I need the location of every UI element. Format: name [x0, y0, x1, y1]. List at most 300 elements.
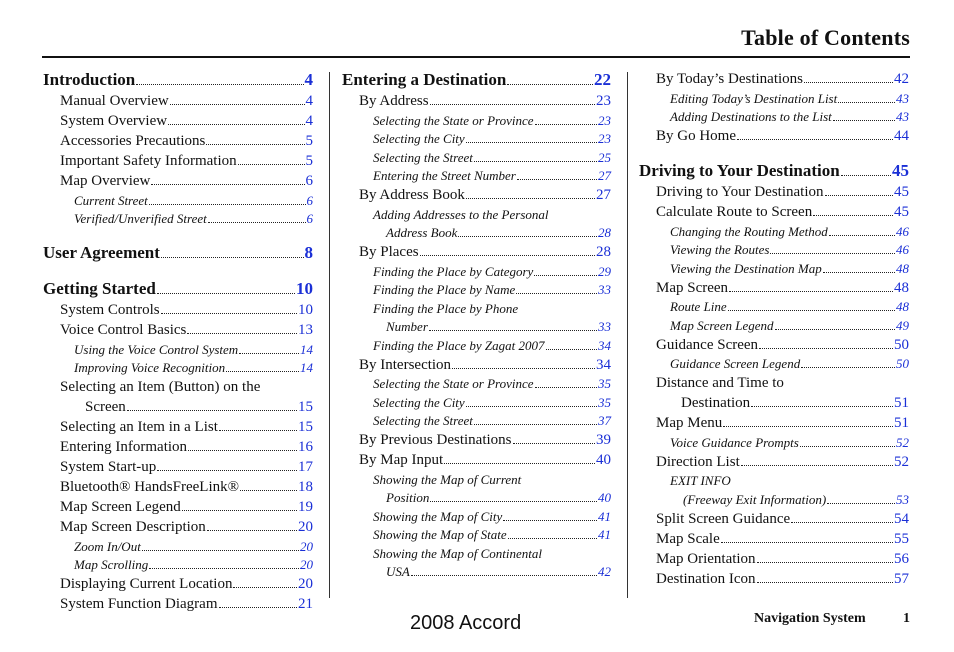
- toc-entry[interactable]: [639, 181, 909, 201]
- dot-leader: [741, 465, 893, 466]
- toc-page-link[interactable]: 14: [300, 341, 313, 357]
- toc-entry-label: Map Screen Legend: [670, 317, 774, 333]
- toc-page-link[interactable]: 14: [300, 360, 313, 375]
- toc-entry[interactable]: [639, 548, 909, 568]
- toc-entry-label: User Agreement: [43, 243, 160, 262]
- dot-leader: [757, 562, 893, 563]
- dot-leader: [429, 330, 597, 331]
- dot-leader: [466, 142, 597, 143]
- toc-entry-label: Map Screen Description: [60, 519, 206, 535]
- dot-leader: [466, 406, 597, 407]
- toc-entry-label: Using the Voice Control System: [74, 341, 239, 357]
- toc-entry-label: System Start-up: [60, 459, 157, 475]
- toc-entry[interactable]: [43, 555, 313, 574]
- toc-entry[interactable]: [43, 90, 313, 110]
- toc-entry[interactable]: [639, 201, 909, 221]
- toc-entry-label: Voice Control Basics: [60, 322, 187, 338]
- dot-leader: [535, 387, 597, 388]
- dot-leader: [219, 430, 297, 431]
- toc-entry[interactable]: [43, 536, 313, 555]
- toc-section-entry[interactable]: [43, 241, 313, 263]
- dot-leader: [161, 257, 304, 258]
- toc-page-link[interactable]: 8: [304, 243, 313, 262]
- toc-entry[interactable]: [43, 130, 313, 150]
- toc-page-link[interactable]: 23: [596, 93, 611, 109]
- toc-entry-label: EXIT INFO: [670, 473, 731, 488]
- toc-page-link[interactable]: 28: [598, 225, 611, 240]
- toc-entry[interactable]: [342, 280, 611, 299]
- dot-leader: [142, 550, 299, 551]
- toc-page-link[interactable]: 45: [894, 204, 909, 220]
- toc-page-link[interactable]: 51: [894, 395, 909, 411]
- toc-page-link[interactable]: 48: [894, 279, 909, 296]
- toc-entry-label: Entering a Destination: [342, 70, 507, 89]
- toc-entry[interactable]: [639, 354, 909, 373]
- toc-page-link[interactable]: 43: [896, 109, 909, 124]
- toc-entry-label: Getting Started: [43, 279, 156, 298]
- toc-page-link[interactable]: 6: [306, 211, 313, 226]
- toc-entry-label: Adding Addresses to the Personal: [373, 206, 549, 222]
- dot-leader: [219, 607, 298, 608]
- toc-section-entry[interactable]: [639, 159, 909, 181]
- dot-leader: [800, 446, 895, 447]
- toc-entry-label: Displaying Current Location: [60, 576, 233, 592]
- dot-leader: [238, 164, 305, 165]
- toc-entry-label: Address Book: [386, 225, 458, 240]
- dot-leader: [508, 538, 597, 539]
- toc-page-link[interactable]: 44: [894, 128, 909, 144]
- toc-page-link[interactable]: 42: [894, 71, 909, 87]
- dot-leader: [157, 470, 297, 471]
- dot-leader: [535, 124, 597, 125]
- dot-leader: [825, 195, 893, 196]
- toc-entry-label: System Overview: [60, 113, 168, 129]
- toc-entry[interactable]: [639, 221, 909, 240]
- toc-page-link[interactable]: 46: [896, 223, 909, 239]
- toc-entry[interactable]: [639, 432, 909, 451]
- toc-entry-label: Finding the Place by Name: [373, 282, 516, 297]
- toc-entry[interactable]: [43, 319, 313, 339]
- toc-entry[interactable]: [43, 299, 313, 319]
- toc-entry[interactable]: [342, 429, 611, 449]
- toc-entry[interactable]: [43, 110, 313, 130]
- toc-entry-label: Important Safety Information: [60, 153, 237, 169]
- vehicle-model: 2008 Accord: [410, 612, 522, 634]
- toc-entry-label: Calculate Route to Screen: [656, 204, 813, 220]
- toc-entry: [342, 469, 611, 488]
- dot-leader: [411, 575, 597, 576]
- dot-leader: [838, 102, 895, 103]
- toc-page-link[interactable]: 35: [598, 394, 611, 410]
- toc-entry[interactable]: [342, 392, 611, 411]
- toc-page-link[interactable]: 15: [298, 419, 313, 435]
- toc-page-link[interactable]: 56: [894, 550, 909, 567]
- toc-entry[interactable]: [639, 88, 909, 107]
- toc-entry-label: Map Overview: [60, 173, 151, 189]
- toc-column-3: [639, 68, 909, 588]
- toc-entry[interactable]: [342, 90, 611, 110]
- dot-leader: [757, 582, 893, 583]
- dot-leader: [813, 215, 893, 216]
- dot-leader: [513, 443, 596, 444]
- toc-entry-label: System Controls: [60, 302, 160, 318]
- toc-page-link[interactable]: 10: [296, 279, 313, 298]
- toc-entry-label: By Places: [359, 244, 419, 260]
- toc-entry-label: Showing the Map of Current: [373, 471, 522, 487]
- toc-entry-label: Driving to Your Destination: [639, 161, 840, 180]
- toc-entry[interactable]: [342, 449, 611, 469]
- toc-section-entry[interactable]: [43, 277, 313, 299]
- toc-entry[interactable]: [639, 277, 909, 297]
- toc-page-link[interactable]: 48: [896, 299, 909, 314]
- toc-entry-label: Screen: [85, 399, 126, 415]
- dot-leader: [804, 82, 893, 83]
- dot-leader: [729, 291, 893, 292]
- dot-leader: [149, 204, 306, 205]
- toc-section-entry[interactable]: [43, 68, 313, 90]
- toc-page-link[interactable]: 4: [304, 70, 313, 89]
- toc-page-link[interactable]: 52: [894, 453, 909, 470]
- dot-leader: [466, 198, 595, 199]
- toc-entry[interactable]: [43, 516, 313, 536]
- toc-entry[interactable]: [342, 506, 611, 525]
- toc-entry[interactable]: [639, 392, 909, 412]
- toc-page-link[interactable]: 40: [598, 490, 611, 505]
- toc-section-entry[interactable]: [342, 68, 611, 90]
- toc-entry[interactable]: [639, 258, 909, 277]
- toc-page-link[interactable]: 6: [305, 173, 313, 189]
- toc-entry-label: Direction List: [656, 453, 740, 470]
- toc-entry[interactable]: [639, 451, 909, 471]
- toc-entry[interactable]: [639, 489, 909, 508]
- toc-entry[interactable]: [639, 568, 909, 588]
- toc-entry[interactable]: [43, 150, 313, 170]
- page-number: 1: [903, 611, 910, 626]
- toc-entry[interactable]: [342, 354, 611, 374]
- page-title: Table of Contents: [741, 25, 910, 50]
- toc-entry-label: Viewing the Destination Map: [670, 260, 822, 276]
- toc-page-link[interactable]: 42: [598, 564, 611, 579]
- toc-page-link[interactable]: 29: [598, 263, 611, 279]
- toc-page-link[interactable]: 4: [305, 113, 313, 129]
- toc-entry-label: Editing Today’s Destination List: [670, 90, 838, 106]
- dot-leader: [829, 235, 895, 236]
- toc-page-link[interactable]: 34: [596, 356, 611, 373]
- toc-entry[interactable]: [43, 209, 313, 228]
- dot-leader: [239, 353, 299, 354]
- toc-entry-label: Number: [386, 319, 428, 334]
- dot-leader: [770, 253, 895, 254]
- toc-entry: [342, 298, 611, 317]
- toc-entry-label: Current Street: [74, 192, 148, 208]
- toc-entry-label: Showing the Map of State: [373, 527, 507, 542]
- toc-entry-label: Map Scrolling: [74, 557, 149, 572]
- toc-entry-label: Map Screen: [656, 279, 729, 296]
- toc-entry[interactable]: [342, 261, 611, 280]
- toc-entry-label: Verified/Unverified Street: [74, 211, 207, 226]
- toc-entry[interactable]: [342, 488, 611, 507]
- toc-entry[interactable]: [43, 396, 313, 416]
- toc-page-link[interactable]: 28: [596, 244, 611, 260]
- toc-entry[interactable]: [43, 456, 313, 476]
- dot-leader: [207, 530, 297, 531]
- dot-leader: [775, 329, 896, 330]
- toc-entry[interactable]: [639, 315, 909, 334]
- dot-leader: [444, 463, 595, 464]
- column-divider: [329, 72, 330, 598]
- toc-entry: [639, 372, 909, 392]
- toc-entry[interactable]: [342, 147, 611, 166]
- dot-leader: [723, 426, 893, 427]
- toc-entry-label: Selecting the City: [373, 394, 465, 410]
- toc-page-link[interactable]: 52: [896, 434, 909, 450]
- dot-leader: [182, 510, 297, 511]
- toc-entry[interactable]: [342, 110, 611, 129]
- dot-leader: [827, 503, 895, 504]
- toc-entry: [342, 543, 611, 562]
- toc-page-link[interactable]: 18: [298, 479, 313, 495]
- toc-page-link[interactable]: 39: [596, 432, 611, 448]
- dot-leader: [170, 104, 305, 105]
- dot-leader: [168, 124, 304, 125]
- dot-leader: [801, 367, 895, 368]
- toc-entry[interactable]: [639, 508, 909, 528]
- toc-page-link[interactable]: 46: [896, 242, 909, 257]
- toc-page-link[interactable]: 45: [894, 184, 909, 200]
- dot-leader: [474, 161, 597, 162]
- dot-leader: [728, 310, 895, 311]
- toc-entry-label: Improving Voice Recognition: [74, 360, 226, 375]
- footer-section-name: Navigation System: [754, 611, 866, 626]
- toc-entry[interactable]: [342, 525, 611, 544]
- toc-entry-label: By Address Book: [359, 187, 465, 203]
- toc-page-link[interactable]: 5: [305, 153, 313, 169]
- toc-entry-label: System Function Diagram: [60, 596, 218, 612]
- toc-page-link[interactable]: 27: [598, 168, 611, 183]
- toc-entry-label: Accessories Precautions: [60, 133, 206, 149]
- toc-entry[interactable]: [342, 317, 611, 336]
- dot-leader: [420, 255, 595, 256]
- dot-leader: [208, 222, 306, 223]
- toc-page-link[interactable]: 4: [305, 93, 313, 109]
- toc-page-link[interactable]: 50: [896, 356, 909, 371]
- toc-entry-label: Introduction: [43, 70, 136, 89]
- toc-entry[interactable]: [639, 125, 909, 145]
- toc-entry-label: By Previous Destinations: [359, 432, 512, 448]
- toc-page-link[interactable]: 17: [298, 459, 313, 475]
- toc-page-link[interactable]: 20: [298, 519, 313, 535]
- toc-entry-label: Selecting the Street: [373, 149, 473, 165]
- toc-page-link[interactable]: 13: [298, 322, 313, 338]
- toc-page-link[interactable]: 23: [598, 112, 611, 128]
- dot-leader: [127, 410, 297, 411]
- toc-entry[interactable]: [342, 184, 611, 204]
- toc-entry-label: Changing the Routing Method: [670, 223, 828, 239]
- toc-page-link[interactable]: 49: [896, 317, 909, 333]
- toc-entry-label: By Go Home: [656, 128, 736, 144]
- toc-entry-label: Distance and Time to: [656, 375, 784, 391]
- toc-page-link[interactable]: 6: [306, 192, 313, 208]
- toc-page-link[interactable]: 15: [298, 399, 313, 415]
- dot-leader: [841, 175, 891, 176]
- dot-leader: [517, 179, 597, 180]
- dot-leader: [161, 313, 297, 314]
- toc-entry[interactable]: [639, 297, 909, 316]
- toc-entry-label: Bluetooth® HandsFreeLink®: [60, 479, 240, 495]
- dot-leader: [157, 293, 295, 294]
- toc-entry-label: By Intersection: [359, 356, 452, 373]
- toc-page-link[interactable]: 54: [894, 510, 909, 527]
- toc-entry[interactable]: [342, 166, 611, 185]
- toc-entry-label: Viewing the Routes: [670, 242, 770, 257]
- toc-entry[interactable]: [639, 107, 909, 126]
- dot-leader: [737, 139, 893, 140]
- toc-entry-label: Selecting the State or Province: [373, 112, 534, 128]
- toc-entry[interactable]: [639, 528, 909, 548]
- toc-entry: [43, 376, 313, 396]
- toc-page-link[interactable]: 43: [896, 90, 909, 106]
- toc-page-link[interactable]: 22: [594, 70, 611, 89]
- dot-leader: [136, 84, 303, 85]
- toc-entry[interactable]: [342, 129, 611, 148]
- toc-entry-label: Finding the Place by Category: [373, 263, 534, 279]
- toc-page-link[interactable]: 20: [300, 557, 313, 572]
- toc-entry[interactable]: [639, 334, 909, 354]
- toc-page-link[interactable]: 33: [598, 282, 611, 297]
- toc-entry-label: Map Scale: [656, 530, 720, 547]
- toc-entry-label: Guidance Screen: [656, 336, 759, 353]
- toc-entry-label: Route Line: [670, 299, 727, 314]
- toc-entry-label: By Address: [359, 93, 429, 109]
- toc-entry[interactable]: [43, 496, 313, 516]
- toc-entry[interactable]: [342, 374, 611, 393]
- toc-entry[interactable]: [342, 335, 611, 354]
- toc-page-link[interactable]: 57: [894, 570, 909, 587]
- toc-entry[interactable]: [342, 562, 611, 581]
- toc-entry-label: Guidance Screen Legend: [670, 356, 801, 371]
- toc-entry-label: Finding the Place by Phone: [373, 300, 519, 316]
- dot-leader: [458, 236, 597, 237]
- toc-entry-label: Destination Icon: [656, 570, 756, 587]
- toc-entry-label: Showing the Map of City: [373, 508, 503, 524]
- toc-entry-label: Adding Destinations to the List: [670, 109, 832, 124]
- toc-page-link[interactable]: 23: [598, 131, 611, 146]
- toc-entry-label: Voice Guidance Prompts: [670, 434, 799, 450]
- toc-entry[interactable]: [43, 170, 313, 190]
- toc-page-link[interactable]: 33: [598, 319, 611, 334]
- dot-leader: [149, 568, 299, 569]
- toc-entry[interactable]: [43, 190, 313, 209]
- toc-page-link[interactable]: 40: [596, 452, 611, 468]
- toc-entry-label: Position: [386, 490, 430, 505]
- column-divider: [627, 72, 628, 598]
- dot-leader: [751, 406, 893, 407]
- dot-leader: [452, 368, 595, 369]
- toc-entry-label: Showing the Map of Continental: [373, 545, 542, 561]
- toc-column-1: [43, 68, 313, 613]
- dot-leader: [206, 144, 304, 145]
- toc-page-link[interactable]: 48: [896, 260, 909, 276]
- dot-leader: [188, 450, 297, 451]
- toc-entry[interactable]: [639, 240, 909, 259]
- toc-entry[interactable]: [43, 573, 313, 593]
- toc-page-link[interactable]: 5: [305, 133, 313, 149]
- dot-leader: [474, 424, 597, 425]
- toc-column-2: [342, 68, 611, 580]
- toc-page-link[interactable]: 20: [298, 576, 313, 592]
- toc-page-link[interactable]: 41: [598, 508, 611, 524]
- toc-page-link[interactable]: 16: [298, 439, 313, 455]
- toc-entry-label: Selecting an Item (Button) on the: [60, 379, 261, 395]
- toc-page-link[interactable]: 21: [298, 596, 313, 612]
- toc-page-link[interactable]: 20: [300, 538, 313, 554]
- toc-entry[interactable]: [43, 593, 313, 613]
- dot-leader: [759, 348, 893, 349]
- toc-entry-label: Selecting the State or Province: [373, 376, 534, 391]
- toc-entry-label: Map Menu: [656, 415, 723, 431]
- toc-entry-label: Zoom In/Out: [74, 538, 141, 554]
- dot-leader: [233, 587, 297, 588]
- dot-leader: [187, 333, 297, 334]
- toc-entry[interactable]: [342, 241, 611, 261]
- dot-leader: [833, 120, 895, 121]
- toc-entry[interactable]: [43, 436, 313, 456]
- toc-entry-label: Entering the Street Number: [373, 168, 516, 183]
- toc-page-link[interactable]: 41: [598, 527, 611, 542]
- dot-leader: [516, 293, 597, 294]
- title-rule: [42, 56, 910, 58]
- toc-page-link[interactable]: 34: [598, 337, 611, 353]
- toc-entry[interactable]: [43, 416, 313, 436]
- toc-entry: [342, 204, 611, 223]
- dot-leader: [240, 490, 297, 491]
- toc-page-link[interactable]: 55: [894, 530, 909, 547]
- toc-entry[interactable]: [43, 339, 313, 358]
- toc-page-link[interactable]: 50: [894, 336, 909, 353]
- toc-entry-label: (Freeway Exit Information): [683, 491, 827, 507]
- toc-entry[interactable]: [43, 358, 313, 377]
- toc-entry[interactable]: [43, 476, 313, 496]
- dot-leader: [546, 349, 597, 350]
- dot-leader: [226, 371, 299, 372]
- toc-entry[interactable]: [639, 68, 909, 88]
- toc-page-link[interactable]: 27: [596, 187, 611, 203]
- toc-page-link[interactable]: 10: [298, 302, 313, 318]
- toc-entry-label: USA: [386, 564, 410, 579]
- toc-entry-label: By Map Input: [359, 452, 444, 468]
- toc-entry-label: Split Screen Guidance: [656, 510, 791, 527]
- toc-entry-label: Selecting an Item in a List: [60, 419, 218, 435]
- toc-entry-label: Map Screen Legend: [60, 499, 181, 515]
- toc-page-link[interactable]: 45: [892, 161, 909, 180]
- toc-page-link[interactable]: 35: [598, 376, 611, 391]
- dot-leader: [503, 520, 597, 521]
- toc-page-link[interactable]: 19: [298, 499, 313, 515]
- toc-page-link[interactable]: 25: [598, 149, 611, 165]
- toc-page-link[interactable]: 37: [598, 413, 611, 428]
- dot-leader: [430, 501, 597, 502]
- toc-entry[interactable]: [342, 411, 611, 430]
- toc-entry-label: Destination: [681, 395, 751, 411]
- toc-entry[interactable]: [639, 412, 909, 432]
- dot-leader: [507, 84, 593, 85]
- toc-page-link[interactable]: 51: [894, 415, 909, 431]
- dot-leader: [430, 104, 595, 105]
- toc-entry-label: Selecting the City: [373, 131, 465, 146]
- toc-page-link[interactable]: 53: [896, 491, 909, 507]
- toc-entry-label: Map Orientation: [656, 550, 756, 567]
- toc-entry[interactable]: [342, 223, 611, 242]
